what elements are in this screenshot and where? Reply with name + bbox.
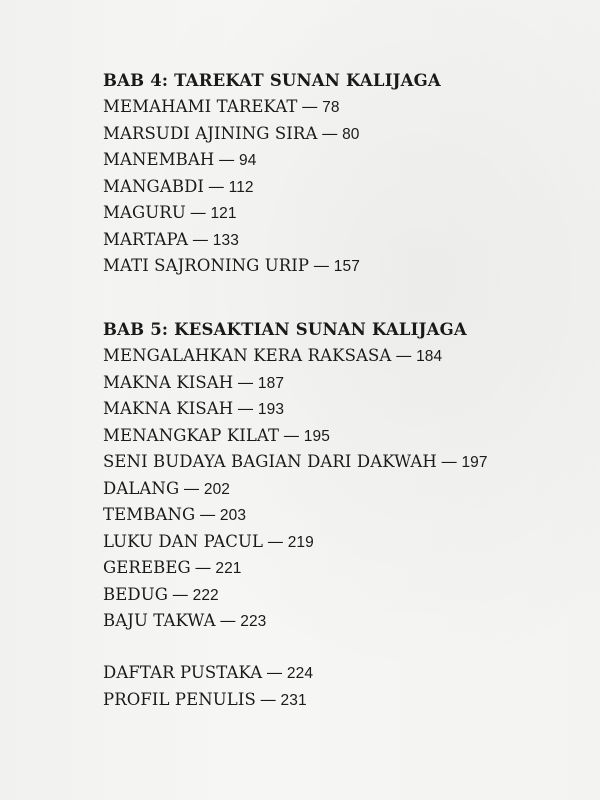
entry-separator: —: [219, 611, 237, 630]
entry-separator: —: [194, 558, 212, 577]
entry-title: MARTAPA: [103, 229, 189, 249]
entry-title: MAKNA KISAH: [103, 372, 234, 392]
toc-entry: [103, 174, 583, 201]
toc-entry: [103, 608, 583, 635]
entry-page-number: 187: [257, 374, 285, 392]
chapter-4-section: [103, 68, 583, 280]
entry-page-number: 197: [461, 454, 488, 471]
toc-list: [103, 660, 583, 713]
entry-title: DAFTAR PUSTAKA: [103, 663, 263, 682]
entry-page-number: 193: [257, 401, 285, 418]
toc-entry: [103, 529, 583, 556]
chapter-title: BAB 5: KESAKTIAN SUNAN KALIJAGA: [103, 320, 467, 339]
entry-title: BEDUG: [103, 584, 168, 604]
toc-entry: [103, 227, 583, 254]
toc-entry: [103, 370, 583, 397]
entry-separator: —: [189, 203, 207, 222]
entry-page-number: 157: [333, 258, 360, 275]
entry-title: MARSUDI AJINING SIRA: [103, 123, 318, 143]
toc-list: [103, 343, 583, 635]
entry-separator: —: [301, 97, 319, 116]
toc-entry: [103, 660, 583, 687]
entry-page-number: 221: [215, 560, 242, 577]
entry-title: MENANGKAP KILAT: [103, 425, 280, 445]
entry-separator: —: [192, 229, 209, 249]
toc-entry: [103, 121, 583, 148]
entry-title: LUKU DAN PACUL: [103, 531, 264, 551]
entry-separator: —: [313, 256, 330, 275]
entry-page-number: 80: [342, 125, 360, 143]
toc-entry: [103, 396, 583, 423]
chapter-5-section: [103, 317, 583, 635]
entry-title: MEMAHAMI TAREKAT: [103, 97, 298, 116]
toc-entry: [103, 502, 583, 529]
entry-title: MANEMBAH: [103, 150, 215, 169]
entry-title: MENGALAHKAN KERA RAKSASA: [103, 346, 392, 365]
entry-separator: —: [321, 123, 339, 143]
toc-entry: [103, 555, 583, 582]
entry-page-number: 78: [322, 99, 340, 116]
entry-page-number: 184: [416, 348, 443, 365]
toc-entry: [103, 94, 583, 121]
entry-title: MATI SAJRONING URIP: [103, 256, 310, 275]
toc-entry: [103, 423, 583, 450]
toc-entry: [103, 476, 583, 503]
chapter-title: BAB 4: TAREKAT SUNAN KALIJAGA: [103, 71, 441, 90]
entry-page-number: 203: [219, 507, 247, 524]
entry-separator: —: [172, 584, 189, 604]
entry-title: PROFIL PENULIS: [103, 689, 256, 709]
entry-page-number: 94: [239, 152, 257, 169]
toc-entry: [103, 147, 583, 174]
toc-entry: [103, 582, 583, 609]
entry-title: MANGABDI: [103, 176, 205, 196]
entry-title: SENI BUDAYA BAGIAN DARI DAKWAH: [103, 452, 437, 471]
toc-entry: [103, 200, 583, 227]
entry-separator: —: [237, 399, 254, 418]
toc-entry: [103, 687, 583, 714]
entry-separator: —: [199, 505, 216, 524]
entry-page-number: 223: [240, 613, 267, 630]
entry-separator: —: [440, 452, 458, 471]
entry-separator: —: [208, 176, 225, 196]
entry-page-number: 121: [210, 205, 237, 222]
entry-separator: —: [218, 150, 236, 169]
appendix-section: [103, 660, 583, 713]
entry-title: BAJU TAKWA: [103, 611, 216, 630]
entry-separator: —: [283, 425, 300, 445]
toc-entry: [103, 343, 583, 370]
entry-separator: —: [183, 478, 200, 498]
entry-separator: —: [395, 346, 413, 365]
toc-list: [103, 94, 583, 280]
entry-title: DALANG: [103, 478, 180, 498]
toc-entry: [103, 253, 583, 280]
entry-page-number: 133: [212, 231, 239, 249]
entry-page-number: 231: [280, 691, 307, 709]
entry-title: MAGURU: [103, 203, 186, 222]
entry-page-number: 219: [287, 533, 314, 551]
entry-page-number: 224: [286, 665, 314, 682]
entry-page-number: 112: [228, 178, 254, 196]
entry-title: MAKNA KISAH: [103, 399, 234, 418]
entry-title: TEMBANG: [103, 505, 196, 524]
entry-page-number: 195: [303, 427, 330, 445]
entry-separator: —: [259, 689, 277, 709]
entry-page-number: 222: [192, 586, 219, 604]
entry-title: GEREBEG: [103, 558, 191, 577]
toc-entry: [103, 449, 583, 476]
entry-separator: —: [266, 663, 283, 682]
entry-page-number: 202: [203, 480, 231, 498]
entry-separator: —: [237, 372, 254, 392]
entry-separator: —: [267, 531, 284, 551]
